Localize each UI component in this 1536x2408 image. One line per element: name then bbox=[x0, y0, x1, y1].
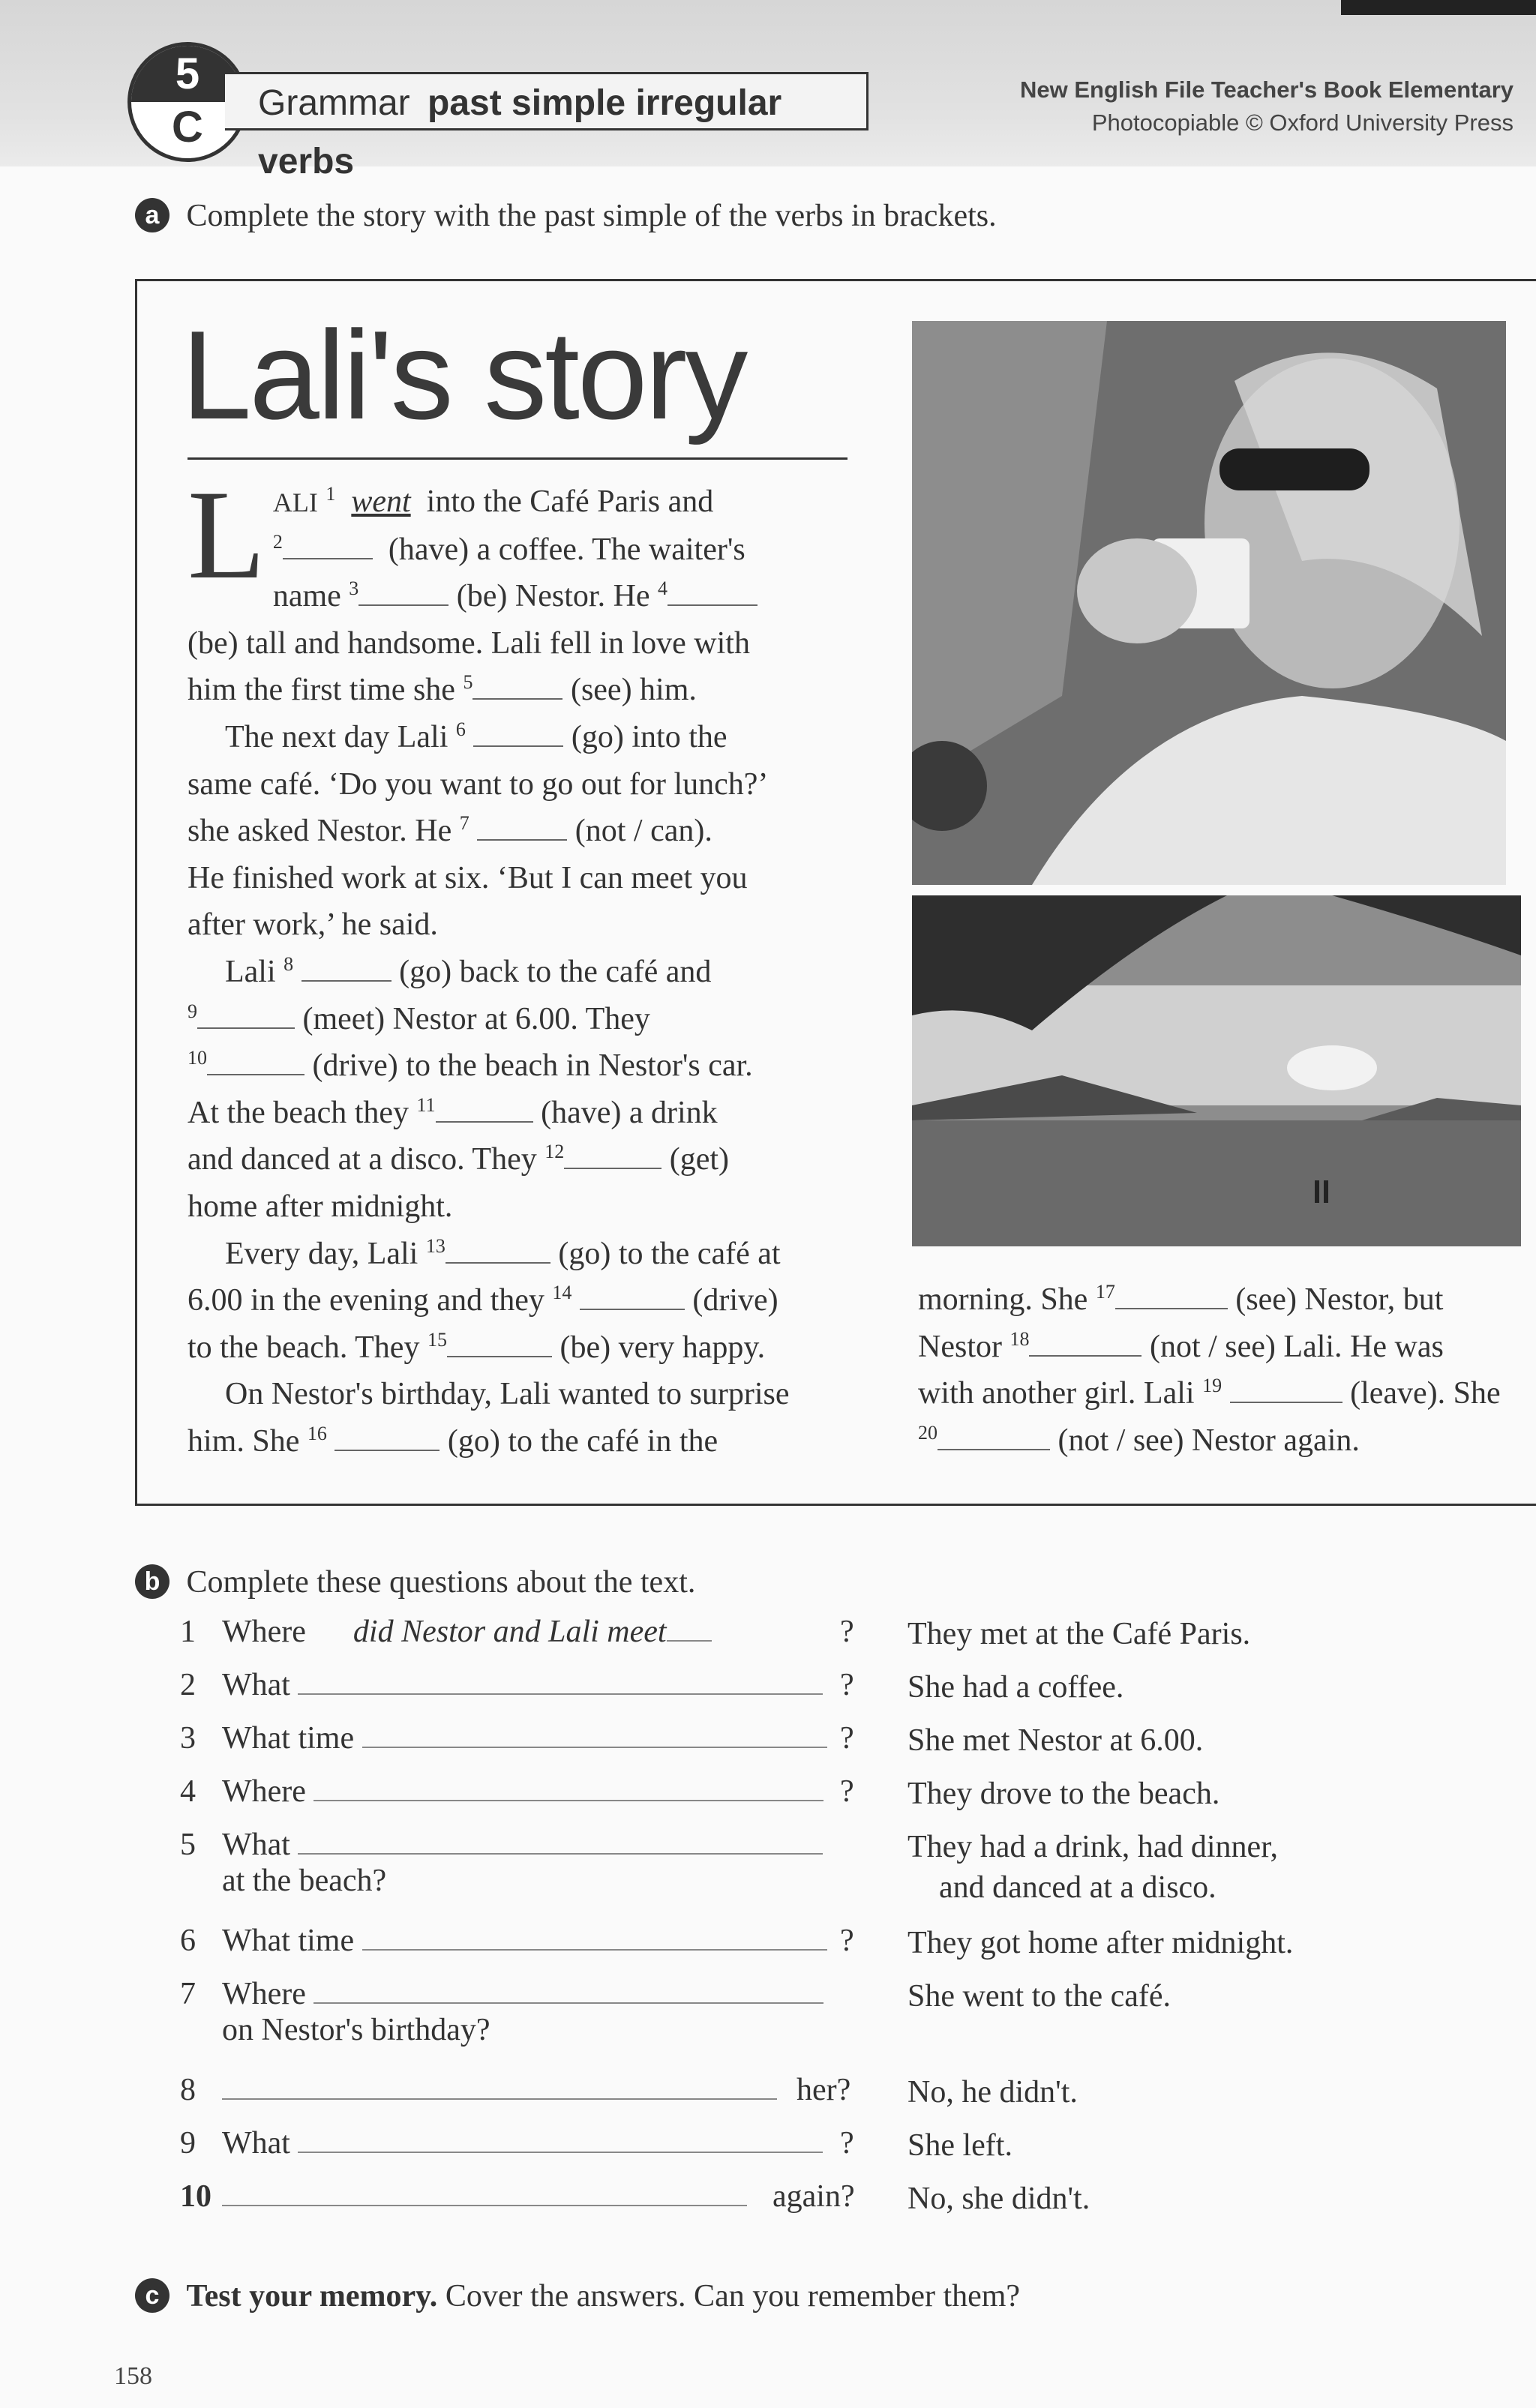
question-blank[interactable] bbox=[222, 2179, 747, 2206]
part-c-text: Cover the answers. Can you remember them? bbox=[445, 2279, 1021, 2314]
question-blank[interactable] bbox=[362, 1924, 827, 1951]
question-example: did Nestor and Lali meet bbox=[352, 1615, 667, 1649]
part-b-letter: b bbox=[135, 1564, 170, 1599]
question-number: 1 bbox=[180, 1615, 196, 1649]
example-answer: went bbox=[351, 484, 411, 519]
title-rule bbox=[188, 457, 848, 460]
blank-12[interactable] bbox=[564, 1145, 662, 1169]
question-answer: They met at the Café Paris. bbox=[908, 1617, 1251, 1651]
blank-4[interactable] bbox=[668, 582, 758, 606]
blank-14[interactable] bbox=[580, 1286, 685, 1310]
part-a-instruction bbox=[135, 198, 997, 235]
question-blank[interactable] bbox=[298, 1828, 823, 1855]
blank-20[interactable] bbox=[938, 1426, 1050, 1450]
blank-17[interactable] bbox=[1115, 1285, 1228, 1309]
blank-3[interactable] bbox=[358, 582, 448, 606]
story-text-left: LALI $^1$ went into the Café Paris and $^2$ (have) a coffee. The waiter's name $^3$ (be) Nestor. He $^4$ (be) tall and handsome. Lali fell in love with him the first time she $^5$ (see) him. The next day Lali $^6$ (go) into the same café. ‘Do you want to go out for lunch?’ she asked Nestor. He $^7$ (not / can). He finished work at six. ‘But I can meet you after work,’ he said. Lali $^8$ (go) back to the café and $^9$ (meet) Nestor at 6.00. They $^{10}$ (drive) to the beach in Nestor's car. At the beach they $^{11}$ (have) a drink and danced at a disco. They $^{12}$ (get) home after midnight. Every day, Lali $^{13}$ (go) to the café at 6.00 in the evening and they $^{14}$ (drive) to the beach. They $^{15}$ (be) very happy. On Nestor's birthday, Lali wanted to surprise him. She $^{16}$ (go) to the café in the bbox=[188, 464, 790, 1459]
blank-15[interactable] bbox=[447, 1333, 552, 1357]
blank-18[interactable] bbox=[1029, 1333, 1142, 1357]
blank-19[interactable] bbox=[1230, 1379, 1342, 1403]
part-c-bold: Test your memory. bbox=[186, 2279, 438, 2314]
blank-7[interactable] bbox=[477, 817, 567, 841]
question-text: Where did Nestor and Lali meet bbox=[222, 1614, 980, 1650]
part-b-text: Complete these questions about the text. bbox=[186, 1565, 696, 1600]
cafe-photo-art bbox=[912, 321, 1506, 885]
blank-8[interactable] bbox=[302, 958, 392, 982]
section-label: Grammar bbox=[258, 83, 410, 123]
page-number: 158 bbox=[114, 2362, 152, 2390]
question-blank[interactable] bbox=[314, 1977, 824, 2004]
question-blank[interactable] bbox=[222, 2073, 777, 2100]
part-a-letter: a bbox=[135, 198, 170, 232]
book-title: New English File Teacher's Book Elementary bbox=[1019, 76, 1514, 103]
copyright-line: Photocopiable © Oxford University Press bbox=[1091, 109, 1514, 136]
question-blank[interactable] bbox=[362, 1721, 827, 1748]
beach-photo-art bbox=[912, 895, 1521, 1246]
question-blank[interactable] bbox=[667, 1615, 712, 1642]
blank-2[interactable] bbox=[283, 535, 373, 559]
blank-16[interactable] bbox=[334, 1427, 440, 1451]
unit-number: 5 bbox=[131, 46, 244, 102]
story-title: Lali's story bbox=[182, 304, 746, 445]
part-c-letter: c bbox=[135, 2278, 170, 2313]
blank-11[interactable] bbox=[436, 1099, 533, 1123]
blank-5[interactable] bbox=[472, 676, 562, 700]
cafe-photo bbox=[912, 321, 1506, 885]
book-credit bbox=[1020, 73, 1514, 139]
part-a-text: Complete the story with the past simple of the verbs in brackets. bbox=[186, 199, 997, 233]
drop-cap: L bbox=[188, 464, 266, 605]
part-b-instruction bbox=[135, 1564, 695, 1602]
question-blank[interactable] bbox=[314, 1774, 824, 1801]
section-title bbox=[225, 72, 868, 181]
unit-letter: C bbox=[172, 103, 203, 151]
beach-photo bbox=[912, 895, 1521, 1246]
blank-10[interactable] bbox=[207, 1051, 304, 1075]
story-text-right: morning. She $^{17}$ (see) Nestor, but Nestor $^{18}$ (not / see) Lali. He was with another girl. Lali $^{19}$ (leave). She $^{20}$ (not / see) Nestor again. bbox=[918, 1281, 1501, 1458]
question-blank[interactable] bbox=[298, 2126, 823, 2153]
section-topic: past simple irregular verbs bbox=[258, 83, 782, 181]
blank-6[interactable] bbox=[473, 723, 563, 747]
blank-13[interactable] bbox=[446, 1240, 550, 1264]
question-blank[interactable] bbox=[298, 1668, 823, 1695]
part-c-instruction bbox=[135, 2278, 1020, 2316]
blank-9[interactable] bbox=[197, 1005, 295, 1029]
